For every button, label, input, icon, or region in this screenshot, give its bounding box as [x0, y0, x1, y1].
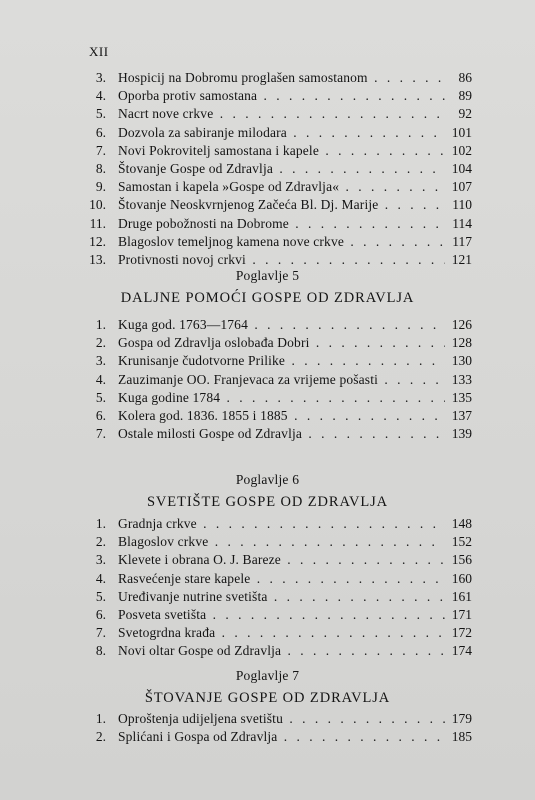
entry-title	[118, 178, 445, 196]
toc-entry	[0, 728, 535, 746]
entry-page-number: 130	[451, 353, 472, 369]
dot-leader	[285, 353, 445, 368]
entry-number: 3.	[95, 70, 106, 85]
entry-title	[118, 352, 445, 370]
toc-entry	[0, 642, 535, 660]
entry-page-number: 135	[451, 389, 472, 405]
entry-number: 7.	[95, 142, 106, 158]
entry-number: 12.	[89, 233, 106, 249]
entry-number: 2.	[95, 335, 106, 351]
dot-leader	[246, 252, 445, 267]
entry-page-number: 117	[452, 233, 472, 249]
toc-entry	[0, 624, 535, 642]
toc-entry	[0, 215, 535, 233]
dot-leader	[213, 106, 445, 121]
dot-leader	[288, 408, 445, 423]
dot-leader	[257, 88, 445, 103]
entry-title-text: Krunisanje čudotvorne Prilike	[118, 353, 286, 369]
chapter-title: SVETIŠTE GOSPE OD ZDRAVLJA	[146, 494, 389, 510]
toc-entry	[0, 606, 535, 624]
entry-number: 1.	[95, 516, 106, 531]
entry-title-text: Splićani i Gospa od Zdravlja	[118, 729, 278, 745]
entry-page-number: 185	[451, 729, 472, 745]
entry-title	[118, 105, 445, 123]
entry-number: 3.	[95, 552, 106, 568]
entry-title	[118, 233, 445, 251]
entry-number: 10.	[89, 197, 106, 213]
entry-title-text: Novi Pokrovitelj samostana i kapele	[118, 142, 319, 158]
entry-page-number: 171	[451, 607, 472, 622]
entry-title-text: Ostale milosti Gospe od Zdravlja	[118, 426, 303, 442]
entry-title	[118, 642, 445, 660]
entry-title-text: Zauzimanje OO. Franjevaca za vrijeme pošasti	[118, 371, 378, 387]
entry-page-number: 152	[451, 534, 472, 550]
toc-entry	[0, 425, 535, 443]
entry-title	[118, 624, 445, 642]
toc-entry	[0, 551, 535, 569]
dot-leader	[197, 516, 445, 531]
dot-leader	[273, 161, 445, 176]
dot-leader	[268, 589, 445, 604]
entry-title	[118, 371, 445, 389]
chapter-label: Poglavlje 7	[235, 668, 300, 683]
entry-number: 6.	[95, 607, 106, 622]
entry-number: 7.	[95, 625, 106, 641]
entry-page-number: 110	[452, 197, 472, 213]
entry-title	[118, 728, 445, 746]
entry-page-number: 128	[451, 335, 472, 351]
entry-number: 9.	[95, 179, 106, 195]
entry-title-text: Kuga godine 1784	[118, 389, 221, 405]
toc-entry	[0, 334, 535, 352]
entry-title	[118, 69, 445, 87]
entry-title	[118, 334, 445, 352]
chapter-title: DALJNE POMOĆI GOSPE OD ZDRAVLJA	[120, 290, 415, 306]
entry-page-number: 179	[451, 711, 472, 726]
dot-leader	[310, 335, 445, 350]
entry-page-number: 160	[451, 570, 472, 586]
dot-leader	[220, 390, 445, 405]
dot-leader	[378, 372, 445, 387]
entry-page-number: 174	[451, 643, 472, 659]
dot-leader	[215, 625, 445, 640]
entry-page-number: 107	[451, 179, 472, 195]
entry-page-number: 137	[451, 408, 472, 423]
entry-title-text: Blagoslov crkve	[118, 534, 209, 550]
entry-title-text: Štovanje Gospe od Zdravlja	[118, 161, 273, 176]
entry-title-text: Oporba protiv samostana	[118, 88, 258, 104]
toc-entry	[0, 160, 535, 178]
entry-number: 1.	[95, 711, 106, 726]
entry-title	[118, 710, 445, 728]
entry-title	[118, 215, 445, 233]
entry-title-text: Gradnja crkve	[118, 516, 197, 531]
entry-number: 6.	[95, 124, 106, 140]
dot-leader	[281, 552, 445, 567]
entry-title	[118, 425, 445, 443]
entry-title	[118, 515, 445, 533]
entry-page-number: 101	[451, 124, 472, 140]
entry-title-text: Dozvola za sabiranje milodara	[118, 124, 287, 140]
toc-entry	[0, 389, 535, 407]
entry-title	[118, 407, 445, 425]
entry-number: 7.	[95, 426, 106, 442]
entry-title-text: Kuga god. 1763—1764	[118, 317, 248, 332]
entry-page-number: 148	[451, 516, 472, 531]
entry-title-text: Oproštenja udijeljena svetištu	[118, 711, 283, 726]
toc-entry	[0, 87, 535, 105]
toc-entry	[0, 710, 535, 728]
entry-page-number: 126	[451, 317, 472, 332]
entry-title-text: Gospa od Zdravlja oslobađa Dobri	[118, 335, 310, 351]
entry-title	[118, 588, 445, 606]
entry-title	[118, 142, 445, 160]
entry-number: 2.	[95, 729, 106, 745]
entry-title	[118, 251, 445, 269]
entry-page-number: 139	[451, 426, 472, 442]
toc-entry	[0, 570, 535, 588]
entry-number: 13.	[89, 252, 106, 267]
chapter-label: Poglavlje 6	[235, 472, 300, 487]
toc-entry	[0, 588, 535, 606]
toc-entry	[0, 407, 535, 425]
entry-page-number: 92	[458, 106, 472, 122]
entry-title	[118, 551, 445, 569]
toc-entry	[0, 251, 535, 269]
dot-leader	[248, 317, 445, 332]
entry-page-number: 89	[458, 88, 472, 104]
dot-leader	[368, 70, 445, 85]
entry-title	[118, 160, 445, 178]
toc-entry	[0, 316, 535, 334]
dot-leader	[319, 143, 445, 158]
entry-page-number: 133	[451, 371, 472, 387]
dot-leader	[206, 607, 445, 622]
chapter-label: Poglavlje 5	[235, 268, 300, 283]
entry-title	[118, 533, 445, 551]
entry-number: 4.	[95, 570, 106, 586]
entry-page-number: 172	[451, 625, 472, 641]
entry-title-text: Štovanje Neoskvrnjenog Začeća Bl. Dj. Marije	[118, 197, 379, 213]
dot-leader	[302, 426, 445, 441]
entry-title-text: Uređivanje nutrine svetišta	[118, 588, 268, 604]
entry-title	[118, 570, 445, 588]
toc-entry	[0, 533, 535, 551]
toc-entry	[0, 515, 535, 533]
entry-title-text: Hospicij na Dobromu proglašen samostanom	[118, 70, 368, 85]
entry-number: 5.	[95, 106, 106, 122]
entry-title-text: Nacrt nove crkve	[118, 106, 214, 122]
entry-title-text: Novi oltar Gospe od Zdravlja	[118, 643, 282, 659]
dot-leader	[250, 571, 445, 586]
dot-leader	[287, 125, 445, 140]
entry-number: 8.	[95, 161, 106, 176]
entry-number: 1.	[95, 317, 106, 332]
toc-entry	[0, 124, 535, 142]
entry-title	[118, 196, 445, 214]
entry-title-text: Posveta svetišta	[118, 607, 207, 622]
toc-entry	[0, 142, 535, 160]
entry-page-number: 102	[451, 142, 472, 158]
entry-title	[118, 124, 445, 142]
entry-title-text: Klevete i obrana O. J. Bareze	[118, 552, 281, 568]
dot-leader	[378, 197, 445, 212]
entry-title-text: Samostan i kapela »Gospe od Zdravlja«	[118, 179, 340, 195]
entry-number: 11.	[89, 215, 106, 231]
entry-page-number: 121	[451, 252, 472, 267]
entry-title	[118, 606, 445, 624]
entry-title	[118, 316, 445, 334]
toc-entry	[0, 233, 535, 251]
dot-leader	[283, 711, 445, 726]
entry-title-text: Blagoslov temeljnog kamena nove crkve	[118, 233, 344, 249]
entry-title-text: Protivnosti novoj crkvi	[118, 252, 246, 267]
entry-title	[118, 87, 445, 105]
entry-page-number: 114	[452, 215, 472, 231]
toc-entry	[0, 196, 535, 214]
entry-number: 5.	[95, 588, 106, 604]
dot-leader	[344, 234, 445, 249]
entry-title	[118, 389, 445, 407]
dot-leader	[281, 643, 445, 658]
entry-number: 4.	[95, 88, 106, 104]
entry-page-number: 86	[458, 70, 472, 85]
dot-leader	[289, 216, 445, 231]
entry-page-number: 161	[451, 588, 472, 604]
entry-number: 6.	[95, 408, 106, 423]
entry-page-number: 104	[451, 161, 472, 176]
page-folio: XII	[89, 44, 109, 59]
entry-title-text: Rasvećenje stare kapele	[118, 570, 251, 586]
entry-number: 3.	[95, 353, 106, 369]
chapter-title: ŠTOVANJE GOSPE OD ZDRAVLJA	[144, 690, 391, 706]
toc-entry	[0, 178, 535, 196]
toc-entry	[0, 352, 535, 370]
toc-entry	[0, 69, 535, 87]
entry-title-text: Svetogrdna krađa	[118, 625, 216, 641]
entry-number: 5.	[95, 389, 106, 405]
dot-leader	[277, 729, 445, 744]
entry-number: 4.	[95, 371, 106, 387]
dot-leader	[339, 179, 445, 194]
entry-page-number: 156	[451, 552, 472, 568]
toc-entry	[0, 371, 535, 389]
dot-leader	[208, 534, 445, 549]
entry-number: 8.	[95, 643, 106, 659]
entry-number: 2.	[95, 534, 106, 550]
toc-entry	[0, 105, 535, 123]
entry-title-text: Kolera god. 1836. 1855 i 1885	[118, 408, 288, 423]
entry-title-text: Druge pobožnosti na Dobrome	[118, 215, 289, 231]
